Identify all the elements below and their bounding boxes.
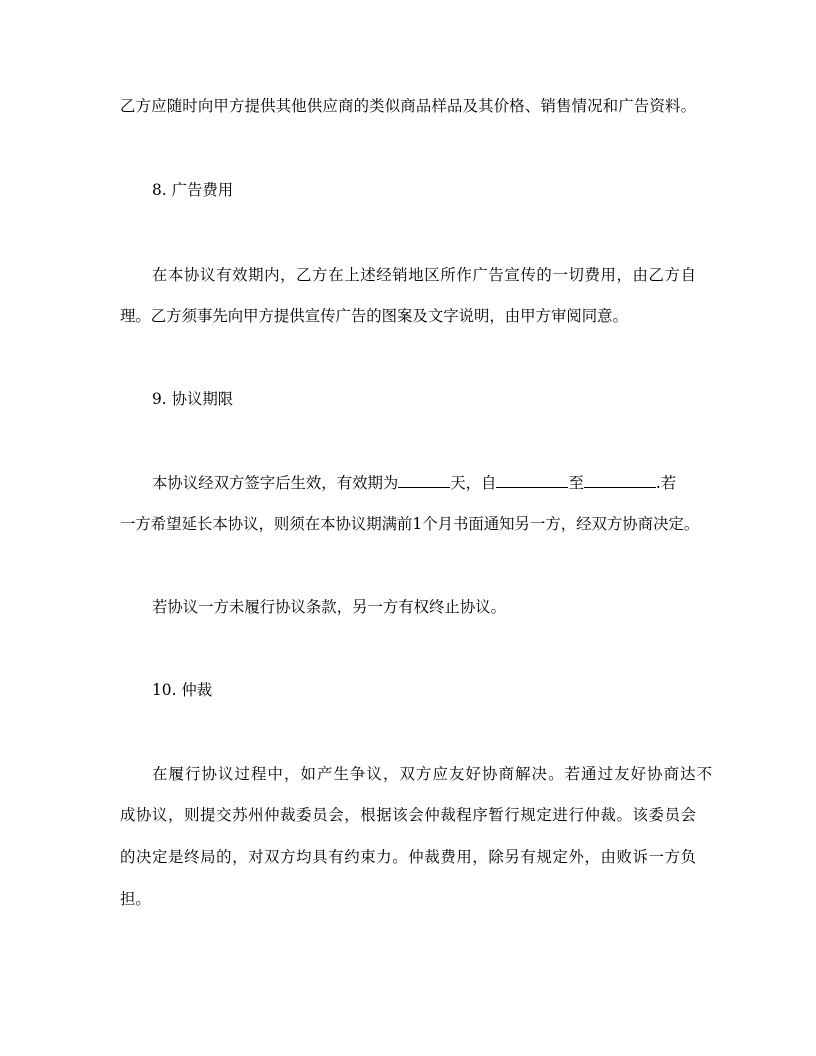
start-date-blank-field[interactable] [496, 472, 568, 488]
section-heading-ad-fee: 8. 广告费用 [152, 181, 234, 199]
paragraph-termination: 若协议一方未履行协议条款，另一方有权终止协议。 [152, 598, 506, 616]
paragraph-arbitration-line-4: 担。 [120, 890, 151, 908]
paragraph-term-line-1 [152, 472, 676, 493]
paragraph-ad-fee-line-1: 在本协议有效期内，乙方在上述经销地区所作广告宣传的一切费用，由乙方自 [152, 266, 696, 284]
paragraph-ad-fee-line-2: 理。乙方须事先向甲方提供宣传广告的图案及文字说明，由甲方审阅同意。 [120, 307, 628, 325]
term-text-a: 本协议经双方签字后生效，有效期为 [152, 474, 399, 492]
term-text-b: 天，自 [450, 474, 497, 492]
paragraph-supply-info: 乙方应随时向甲方提供其他供应商的类似商品样品及其价格、销售情况和广告资料。 [120, 97, 696, 115]
term-text-d: .若 [655, 474, 677, 492]
term-text-c: 至 [568, 474, 584, 492]
days-blank-field[interactable] [398, 472, 450, 488]
paragraph-term-line-2: 一方希望延长本协议，则须在本协议期满前1个月书面通知另一方，经双方协商决定。 [120, 515, 700, 533]
end-date-blank-field[interactable] [584, 472, 656, 488]
paragraph-arbitration-line-2: 成协议，则提交苏州仲裁委员会，根据该会仲裁程序暂行规定进行仲裁。该委员会 [120, 806, 696, 824]
section-heading-term: 9. 协议期限 [152, 390, 234, 408]
paragraph-arbitration-line-1: 在履行协议过程中，如产生争议，双方应友好协商解决。若通过友好协商达不 [152, 765, 712, 783]
paragraph-arbitration-line-3: 的决定是终局的，对双方均具有约束力。仲裁费用，除另有规定外，由败诉一方负 [120, 848, 696, 866]
section-heading-arbitration: 10. 仲裁 [152, 681, 213, 699]
